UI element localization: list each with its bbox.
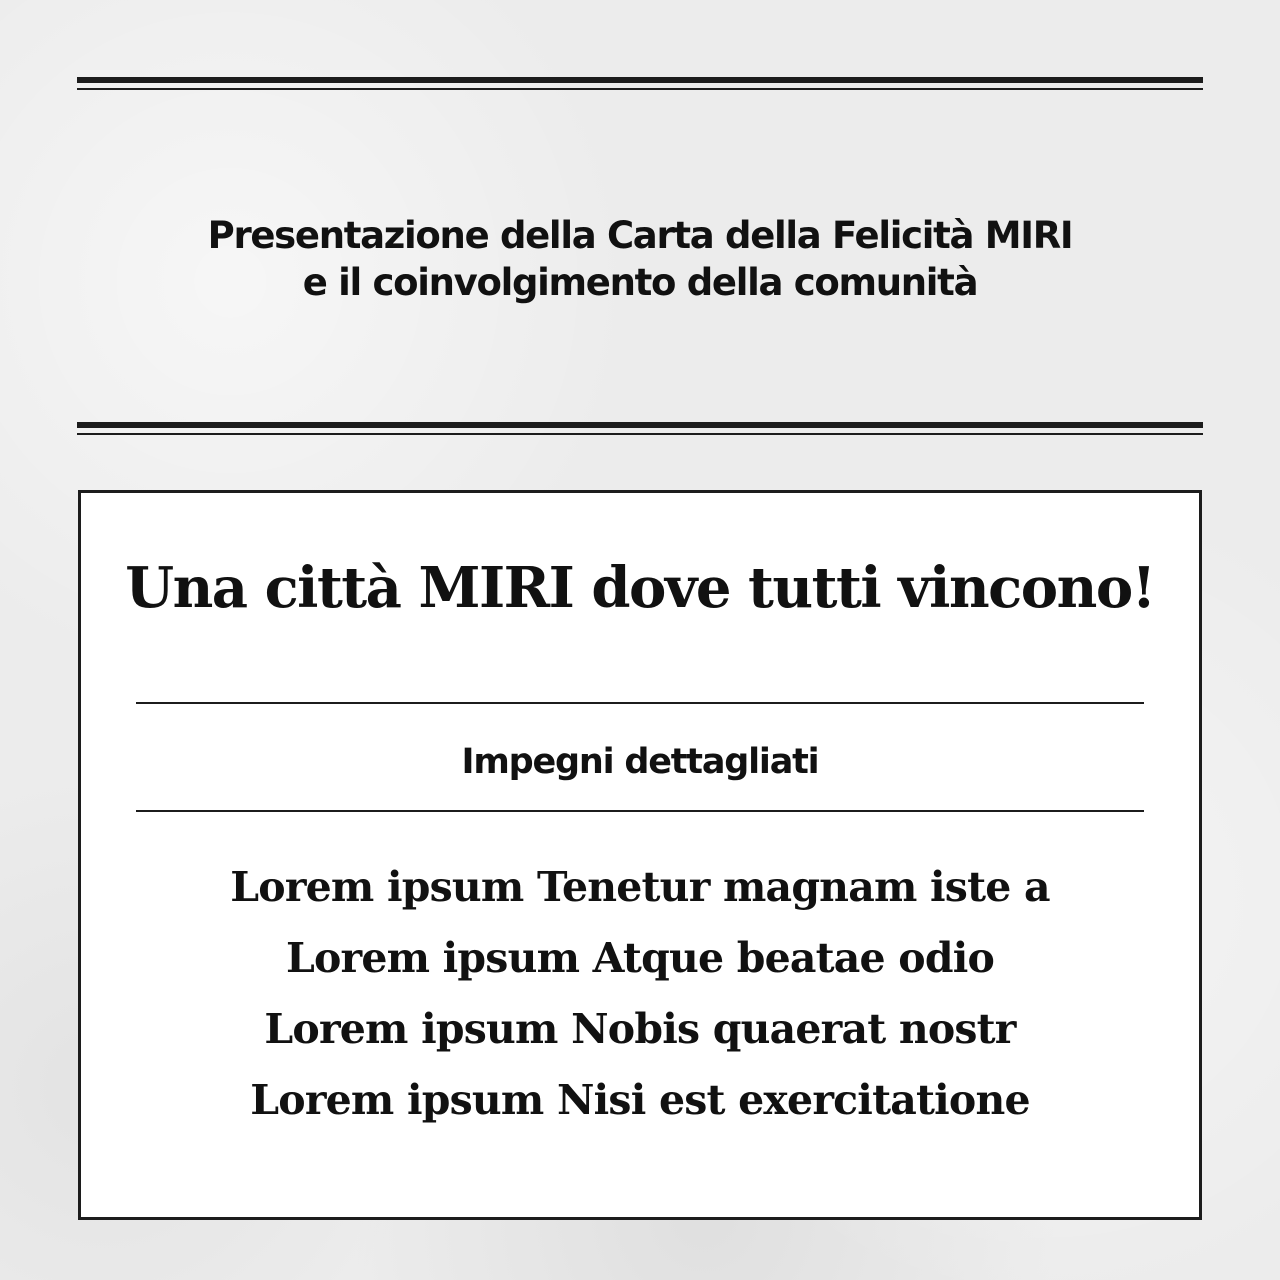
page-title bbox=[60, 212, 1220, 306]
card-title: Una città MIRI dove tutti vincono! bbox=[125, 555, 1155, 621]
commitments-list bbox=[0, 852, 1280, 1136]
page-title-line-1: Presentazione della Carta della Felicità MIRI bbox=[207, 214, 1073, 257]
top-divider-thin bbox=[77, 88, 1203, 90]
subtitle-rule-bottom bbox=[136, 810, 1144, 812]
middle-divider-thick bbox=[77, 422, 1203, 428]
list-item: Lorem ipsum Nisi est exercitatione bbox=[250, 1076, 1030, 1124]
list-item: Lorem ipsum Atque beatae odio bbox=[285, 934, 995, 982]
list-item: Lorem ipsum Tenetur magnam iste a bbox=[230, 863, 1050, 911]
list-item: Lorem ipsum Nobis quaerat nostr bbox=[264, 1005, 1016, 1053]
page-title-line-2: e il coinvolgimento della comunità bbox=[302, 261, 978, 304]
subtitle-rule-top bbox=[136, 702, 1144, 704]
top-divider-thick bbox=[77, 77, 1203, 83]
middle-divider-thin bbox=[77, 433, 1203, 435]
card-subtitle: Impegni dettagliati bbox=[461, 742, 819, 782]
